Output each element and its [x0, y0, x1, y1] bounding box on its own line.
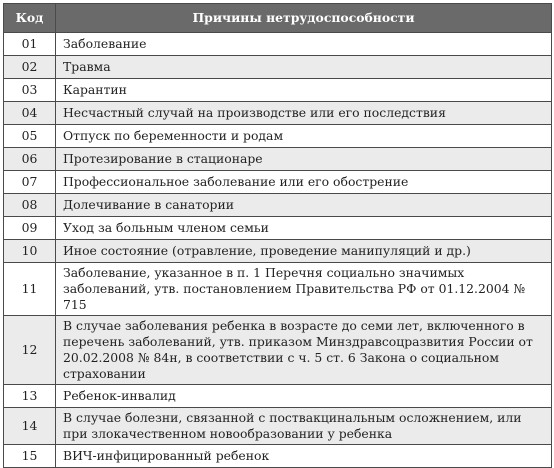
table-row	[4, 125, 552, 148]
code-cell: 15	[4, 445, 56, 468]
table-row	[4, 217, 552, 240]
table-row	[4, 316, 552, 385]
table-row	[4, 385, 552, 408]
code-cell: 10	[4, 240, 56, 263]
code-cell: 08	[4, 194, 56, 217]
table-row	[4, 171, 552, 194]
code-cell: 07	[4, 171, 56, 194]
reason-cell: В случае заболевания ребенка в возрасте до семи лет, включенного в перечень заболеваний, утв. приказом Минздравсоцразвития России от 20.02.2008 № 84н, в соответствии с ч. 5 ст. 6 Закона о социальном страховании	[56, 316, 552, 385]
table-row	[4, 102, 552, 125]
reason-cell: Ребенок-инвалид	[56, 385, 552, 408]
header-row	[4, 4, 552, 33]
code-cell: 06	[4, 148, 56, 171]
reason-cell: Иное состояние (отравление, проведение манипуляций и др.)	[56, 240, 552, 263]
reason-cell: Протезирование в стационаре	[56, 148, 552, 171]
reason-cell: Уход за больным членом семьи	[56, 217, 552, 240]
table-row	[4, 194, 552, 217]
code-cell: 05	[4, 125, 56, 148]
disability-reasons-table	[3, 3, 552, 468]
code-cell: 04	[4, 102, 56, 125]
reason-cell: Заболевание	[56, 33, 552, 56]
reason-cell: Долечивание в санатории	[56, 194, 552, 217]
table-row	[4, 56, 552, 79]
code-cell: 01	[4, 33, 56, 56]
table-row	[4, 148, 552, 171]
code-cell: 14	[4, 408, 56, 445]
reason-cell: Травма	[56, 56, 552, 79]
table-row	[4, 408, 552, 445]
table-row	[4, 33, 552, 56]
table-row	[4, 240, 552, 263]
code-cell: 13	[4, 385, 56, 408]
reason-cell: Заболевание, указанное в п. 1 Перечня социально значимых заболеваний, утв. постановлением Правительства РФ от 01.12.2004 № 715	[56, 263, 552, 316]
table-row	[4, 79, 552, 102]
table-row	[4, 263, 552, 316]
code-cell: 09	[4, 217, 56, 240]
header-code: Код	[4, 4, 56, 33]
reason-cell: Несчастный случай на производстве или его последствия	[56, 102, 552, 125]
reason-cell: В случае болезни, связанной с поствакцинальным осложнением, или при злокачественном новообразовании у ребенка	[56, 408, 552, 445]
code-cell: 12	[4, 316, 56, 385]
reason-cell: Карантин	[56, 79, 552, 102]
table-body	[4, 33, 552, 468]
table-header	[4, 4, 552, 33]
reason-cell: ВИЧ-инфицированный ребенок	[56, 445, 552, 468]
code-cell: 02	[4, 56, 56, 79]
table-row	[4, 445, 552, 468]
reason-cell: Профессиональное заболевание или его обострение	[56, 171, 552, 194]
code-cell: 11	[4, 263, 56, 316]
reason-cell: Отпуск по беременности и родам	[56, 125, 552, 148]
header-reason: Причины нетрудоспособности	[56, 4, 552, 33]
code-cell: 03	[4, 79, 56, 102]
